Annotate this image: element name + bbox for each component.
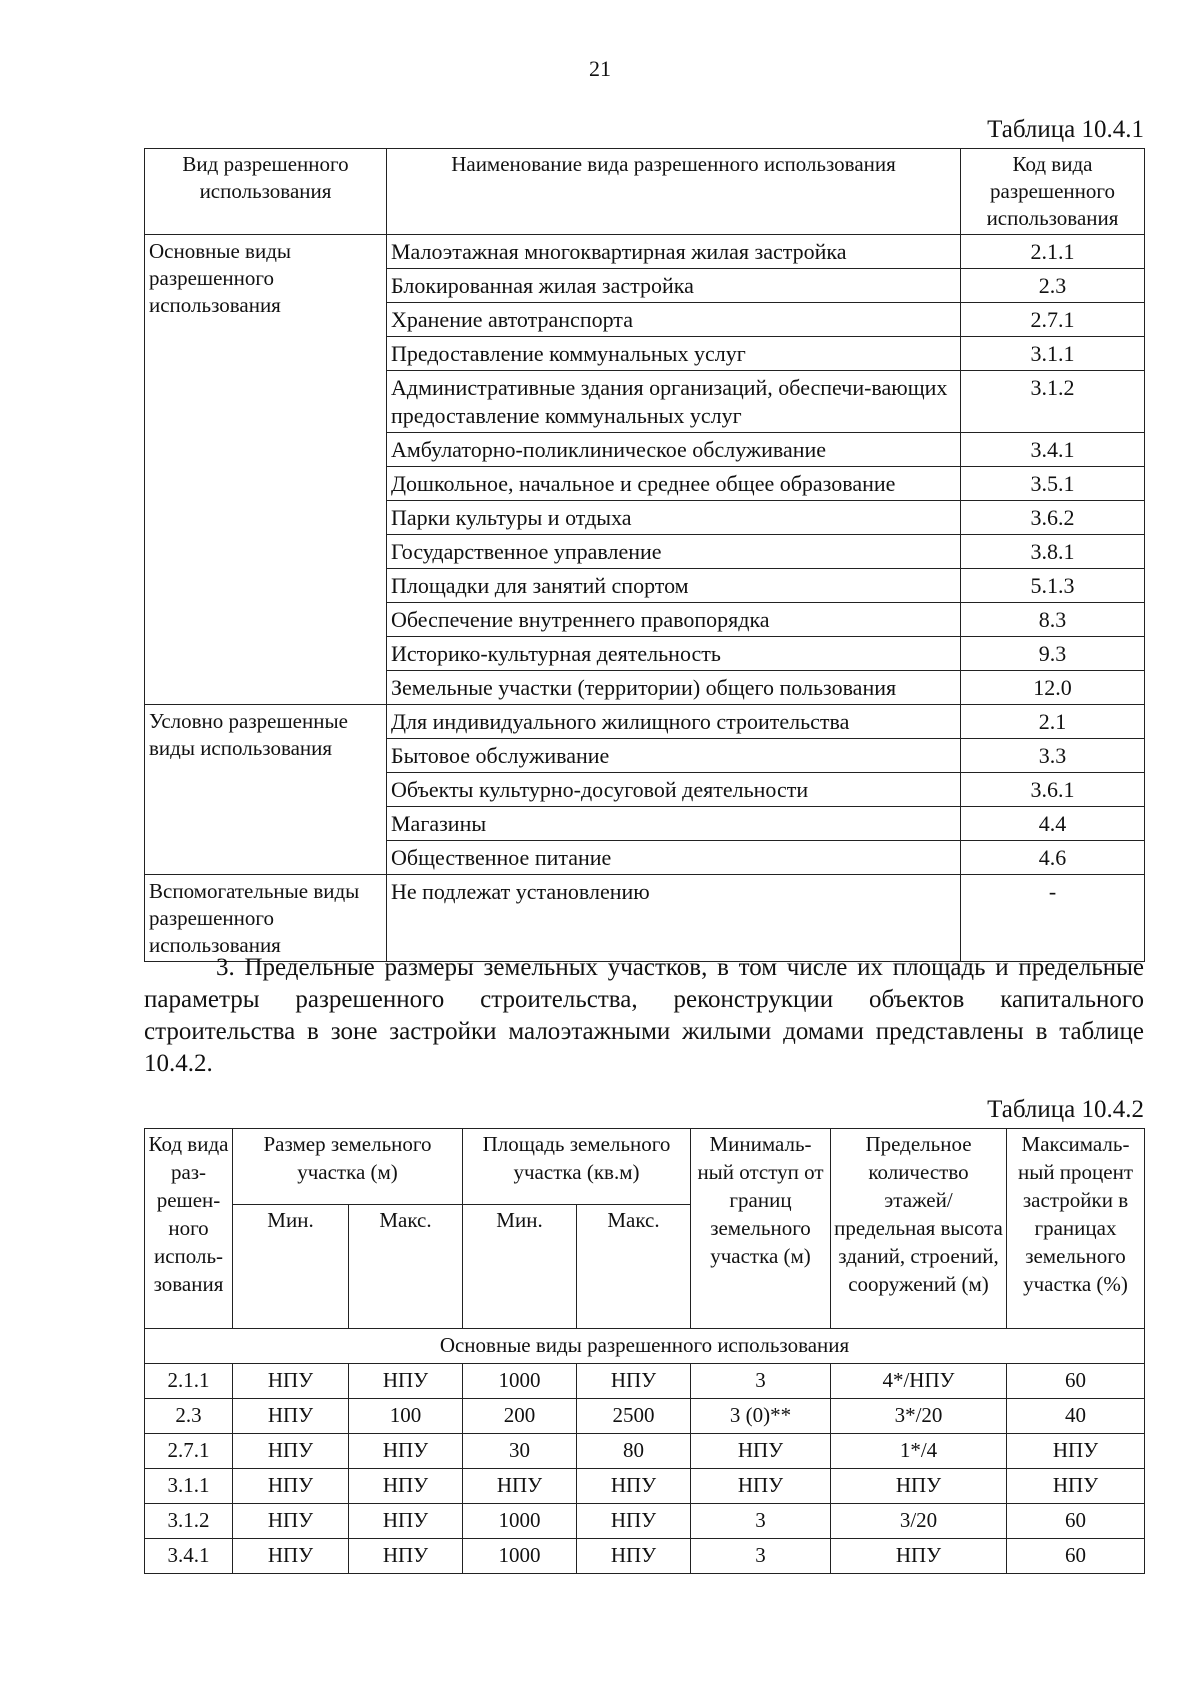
t2-cell: НПУ xyxy=(233,1469,349,1504)
t2-header-size-min: Мин. xyxy=(233,1205,349,1329)
t1-use-name: Общественное питание xyxy=(387,841,961,875)
table-section-row xyxy=(145,1329,1145,1364)
t2-cell: НПУ xyxy=(1007,1469,1145,1504)
t1-use-name: Магазины xyxy=(387,807,961,841)
t2-cell: 2.1.1 xyxy=(145,1364,233,1399)
t2-header-setback: Минималь-ный отступ от границ земельного участка (м) xyxy=(691,1129,831,1329)
t2-cell: 3 xyxy=(691,1504,831,1539)
t2-cell: НПУ xyxy=(349,1364,463,1399)
t1-use-code: 9.3 xyxy=(961,637,1145,671)
t2-header-code: Код вида раз-решен-ного исполь-зования xyxy=(145,1129,233,1329)
page-number: 21 xyxy=(589,56,611,81)
t2-cell: 1000 xyxy=(463,1504,577,1539)
t2-cell: 200 xyxy=(463,1399,577,1434)
t1-group-label: Условно разрешенные виды использования xyxy=(145,705,387,875)
table-row xyxy=(145,1469,1145,1504)
t1-use-code: 2.1.1 xyxy=(961,235,1145,269)
t2-cell: НПУ xyxy=(577,1504,691,1539)
t1-use-code: 4.4 xyxy=(961,807,1145,841)
t2-cell: НПУ xyxy=(1007,1434,1145,1469)
t2-cell: 80 xyxy=(577,1434,691,1469)
t1-use-name: Обеспечение внутреннего правопорядка xyxy=(387,603,961,637)
t1-use-name: Историко-культурная деятельность xyxy=(387,637,961,671)
t1-use-name: Предоставление коммунальных услуг xyxy=(387,337,961,371)
t2-cell: НПУ xyxy=(831,1539,1007,1574)
t1-use-code: 4.6 xyxy=(961,841,1145,875)
t2-cell: НПУ xyxy=(463,1469,577,1504)
t2-header-area: Площадь земельного участка (кв.м) xyxy=(463,1129,691,1205)
t2-cell: 1000 xyxy=(463,1364,577,1399)
t1-use-name: Бытовое обслуживание xyxy=(387,739,961,773)
t2-cell: 60 xyxy=(1007,1504,1145,1539)
t1-use-code: 2.1 xyxy=(961,705,1145,739)
t1-use-code: 3.8.1 xyxy=(961,535,1145,569)
t2-header-floors: Предельное количество этажей/ предельная высота зданий, строений, сооружений (м) xyxy=(831,1129,1007,1329)
t1-use-code: 3.6.1 xyxy=(961,773,1145,807)
t1-use-name: Не подлежат установлению xyxy=(387,875,961,962)
t1-use-name: Площадки для занятий спортом xyxy=(387,569,961,603)
table-row xyxy=(145,1434,1145,1469)
body-paragraph: 3. Предельные размеры земельных участков, в том числе их площадь и предельные параметры разрешенного строительства, реконструкции объектов капитального строительства в зоне застройки малоэтажными жилыми домами представлены в таблице 10.4.2. xyxy=(144,954,1144,1077)
t1-use-name: Амбулаторно-поликлиническое обслуживание xyxy=(387,433,961,467)
t2-cell: 30 xyxy=(463,1434,577,1469)
t2-cell: 40 xyxy=(1007,1399,1145,1434)
t2-cell: 60 xyxy=(1007,1364,1145,1399)
t1-use-code: 3.1.1 xyxy=(961,337,1145,371)
table-row xyxy=(145,1399,1145,1434)
t1-use-code: 2.3 xyxy=(961,269,1145,303)
t2-cell: НПУ xyxy=(691,1469,831,1504)
t1-use-name: Парки культуры и отдыха xyxy=(387,501,961,535)
t2-cell: 3.1.2 xyxy=(145,1504,233,1539)
t1-use-code: 3.4.1 xyxy=(961,433,1145,467)
t2-cell: 60 xyxy=(1007,1539,1145,1574)
t2-header-size: Размер земельного участка (м) xyxy=(233,1129,463,1205)
t2-cell: 4*/НПУ xyxy=(831,1364,1007,1399)
t2-cell: 2.7.1 xyxy=(145,1434,233,1469)
t2-cell: НПУ xyxy=(349,1469,463,1504)
t1-use-code: 8.3 xyxy=(961,603,1145,637)
t2-cell: НПУ xyxy=(577,1364,691,1399)
table-permitted-uses xyxy=(144,148,1145,962)
table-row xyxy=(145,235,1145,269)
table-row xyxy=(145,875,1145,962)
table-row xyxy=(145,1539,1145,1574)
t1-use-name: Административные здания организаций, обеспечи-вающих предоставление коммунальных услуг xyxy=(387,371,961,433)
t2-cell: НПУ xyxy=(691,1434,831,1469)
t1-use-name: Хранение автотранспорта xyxy=(387,303,961,337)
t1-header-type: Вид разрешенного использования xyxy=(145,149,387,235)
t2-cell: НПУ xyxy=(233,1434,349,1469)
t2-cell: НПУ xyxy=(349,1539,463,1574)
table-row xyxy=(145,1364,1145,1399)
t2-header-area-min: Мин. xyxy=(463,1205,577,1329)
t1-use-name: Объекты культурно-досуговой деятельности xyxy=(387,773,961,807)
t2-header-area-max: Макс. xyxy=(577,1205,691,1329)
table-plot-parameters xyxy=(144,1128,1145,1574)
t1-use-code: 3.6.2 xyxy=(961,501,1145,535)
t1-use-code: 12.0 xyxy=(961,671,1145,705)
t1-header-name: Наименование вида разрешенного использования xyxy=(387,149,961,235)
t2-cell: 100 xyxy=(349,1399,463,1434)
t2-header-size-max: Макс. xyxy=(349,1205,463,1329)
t2-header-coverage: Максималь-ный процент застройки в границах земельного участка (%) xyxy=(1007,1129,1145,1329)
t1-use-code: 3.1.2 xyxy=(961,371,1145,433)
table2-caption: Таблица 10.4.2 xyxy=(987,1096,1144,1123)
t2-cell: 1*/4 xyxy=(831,1434,1007,1469)
t2-cell: 3 (0)** xyxy=(691,1399,831,1434)
t1-group-label: Вспомогательные виды разрешенного использования xyxy=(145,875,387,962)
t2-cell: НПУ xyxy=(233,1364,349,1399)
t1-use-code: 3.5.1 xyxy=(961,467,1145,501)
t2-cell: НПУ xyxy=(831,1469,1007,1504)
t2-section-label: Основные виды разрешенного использования xyxy=(145,1329,1145,1364)
t1-group-label: Основные виды разрешенного использования xyxy=(145,235,387,705)
t2-cell: 1000 xyxy=(463,1539,577,1574)
t2-cell: НПУ xyxy=(233,1539,349,1574)
t2-cell: НПУ xyxy=(577,1469,691,1504)
t1-use-code: - xyxy=(961,875,1145,962)
t2-cell: 2500 xyxy=(577,1399,691,1434)
t2-cell: НПУ xyxy=(233,1504,349,1539)
t1-header-code: Код вида разрешенного использования xyxy=(961,149,1145,235)
t1-use-code: 2.7.1 xyxy=(961,303,1145,337)
t2-cell: НПУ xyxy=(349,1434,463,1469)
t1-use-name: Дошкольное, начальное и среднее общее образование xyxy=(387,467,961,501)
t2-cell: НПУ xyxy=(233,1399,349,1434)
t2-cell: 3.1.1 xyxy=(145,1469,233,1504)
t2-cell: НПУ xyxy=(349,1504,463,1539)
t1-use-code: 3.3 xyxy=(961,739,1145,773)
t2-cell: 3 xyxy=(691,1539,831,1574)
table1-caption: Таблица 10.4.1 xyxy=(987,116,1144,143)
t1-use-name: Государственное управление xyxy=(387,535,961,569)
t1-use-name: Блокированная жилая застройка xyxy=(387,269,961,303)
table-row xyxy=(145,705,1145,739)
t1-use-code: 5.1.3 xyxy=(961,569,1145,603)
t2-cell: 2.3 xyxy=(145,1399,233,1434)
t2-cell: НПУ xyxy=(577,1539,691,1574)
t1-use-name: Земельные участки (территории) общего пользования xyxy=(387,671,961,705)
t2-cell: 3 xyxy=(691,1364,831,1399)
t1-use-name: Для индивидуального жилищного строительства xyxy=(387,705,961,739)
t2-cell: 3*/20 xyxy=(831,1399,1007,1434)
t2-cell: 3/20 xyxy=(831,1504,1007,1539)
table-row xyxy=(145,1504,1145,1539)
t2-cell: 3.4.1 xyxy=(145,1539,233,1574)
t1-use-name: Малоэтажная многоквартирная жилая застройка xyxy=(387,235,961,269)
